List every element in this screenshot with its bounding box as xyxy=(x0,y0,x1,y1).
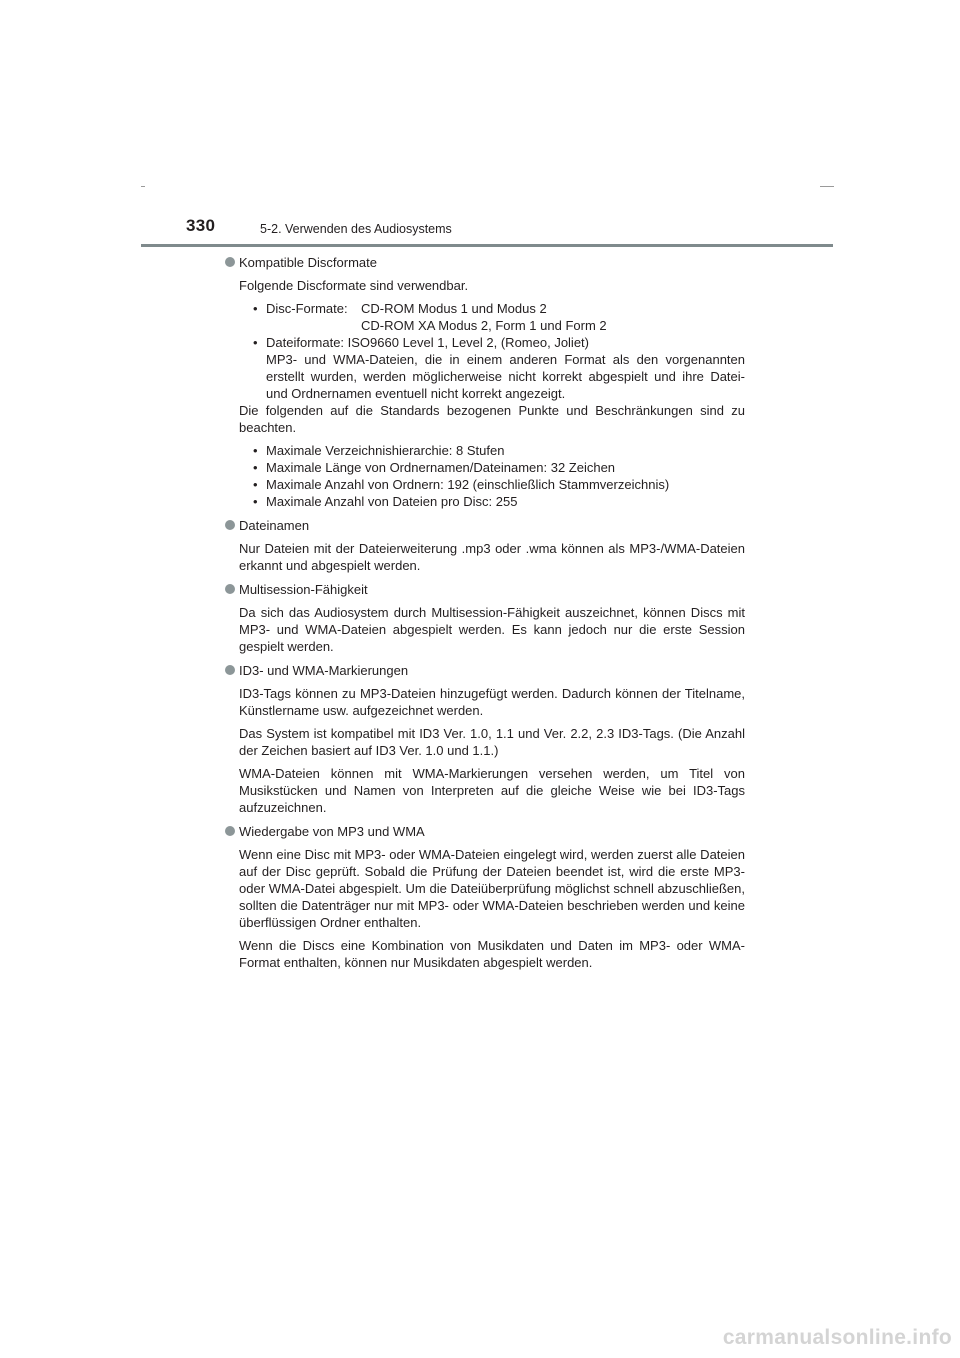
section-body xyxy=(225,540,745,574)
section-body xyxy=(225,685,745,816)
list-item: • Disc-Formate: CD-ROM Modus 1 und Modus 2 CD-ROM XA Modus 2, Form 1 und Form 2 xyxy=(253,301,607,333)
page-content xyxy=(225,254,745,971)
list-item: • Maximale Verzeichnishierarchie: 8 Stufen xyxy=(253,443,505,458)
section-body xyxy=(225,604,745,655)
crop-mark-left xyxy=(141,186,145,187)
section-heading: Dateinamen xyxy=(225,517,745,534)
header-rule xyxy=(141,244,833,247)
list-item: • Maximale Anzahl von Ordnern: 192 (einschließlich Stammverzeichnis) xyxy=(253,477,670,492)
section-heading: Multisession-Fähigkeit xyxy=(225,581,745,598)
paragraph: Das System ist kompatibel mit ID3 Ver. 1.0, 1.1 und Ver. 2.2, 2.3 ID3-Tags. (Die Anzahl der Zeichen basiert auf ID3 Ver. 1.0 und 1.1.) xyxy=(239,726,745,758)
paragraph: Nur Dateien mit der Dateierweiterung .mp3 oder .wma können als MP3-/WMA-Dateien erkannt und abgespielt werden. xyxy=(239,541,745,573)
section-heading: Kompatible Discformate xyxy=(225,254,745,271)
restrictions-list xyxy=(239,442,745,510)
watermark: carmanualsonline.info xyxy=(722,1326,952,1349)
bullet-dot-icon xyxy=(225,520,235,530)
paragraph: Da sich das Audiosystem durch Multisession-Fähigkeit auszeichnet, können Discs mit MP3- und WMA-Dateien abgespielt werden. Es kann jedoch nur die erste Session gespielt werden. xyxy=(239,605,745,654)
section-heading: ID3- und WMA-Markierungen xyxy=(225,662,745,679)
crop-mark-right xyxy=(820,186,834,187)
bullet-dot-icon xyxy=(225,584,235,594)
paragraph: Wenn eine Disc mit MP3- oder WMA-Dateien eingelegt wird, werden zuerst alle Dateien auf der Disc geprüft. Sobald die Prüfung der Dateien beendet ist, wird die erste MP3- oder WMA-Datei abgespielt. Um die Dateiüberprüfung möglichst schnell abzuschließen, sollten die Datenträger nur mit MP3- oder WMA-Dateien beschrieben werden und keine überflüssigen Ordner enthalten. xyxy=(239,847,745,930)
page-header xyxy=(141,215,833,249)
list-item: • Maximale Länge von Ordnernamen/Dateinamen: 32 Zeichen xyxy=(253,460,616,475)
list-item-note: MP3- und WMA-Dateien, die in einem anderen Format als den vorgenannten erstellt wurden, werden möglicherweise nicht korrekt abgespielt und ihre Datei- und Ordnernamen eventuell nicht korrekt angezeigt. xyxy=(266,352,745,401)
paragraph: Wenn die Discs eine Kombination von Musikdaten und Daten im MP3- oder WMA-Format enthalten, können nur Musikdaten abgespielt werden. xyxy=(239,938,745,970)
paragraph: Die folgenden auf die Standards bezogenen Punkte und Beschränkungen sind zu beachten. xyxy=(239,403,745,435)
format-list xyxy=(239,300,745,402)
bullet-dot-icon xyxy=(225,257,235,267)
section-body xyxy=(225,277,745,510)
paragraph: ID3-Tags können zu MP3-Dateien hinzugefügt werden. Dadurch können der Titelname, Künstlername usw. aufgezeichnet werden. xyxy=(239,686,745,718)
list-item: • Dateiformate: ISO9660 Level 1, Level 2, (Romeo, Joliet) MP3- und WMA-Dateien, die in einem anderen Format als den vorgenannten erstellt wurden, werden möglicherweise nicht korrekt abgespielt und ihre Datei- und Ordnernamen eventuell nicht korrekt angezeigt. xyxy=(253,335,745,401)
bullet-dot-icon xyxy=(225,665,235,675)
section-body xyxy=(225,846,745,971)
list-item: • Maximale Anzahl von Dateien pro Disc: 255 xyxy=(253,494,518,509)
paragraph: WMA-Dateien können mit WMA-Markierungen versehen werden, um Titel von Musikstücken und Namen von Interpreten auf die gleiche Weise wie bei ID3-Tags aufzuzeichnen. xyxy=(239,766,745,815)
section-title: 5-2. Verwenden des Audiosystems xyxy=(260,222,452,236)
paragraph: Folgende Discformate sind verwendbar. xyxy=(239,278,469,293)
section-heading: Wiedergabe von MP3 und WMA xyxy=(225,823,745,840)
bullet-dot-icon xyxy=(225,826,235,836)
page-number: 330 xyxy=(186,216,216,235)
